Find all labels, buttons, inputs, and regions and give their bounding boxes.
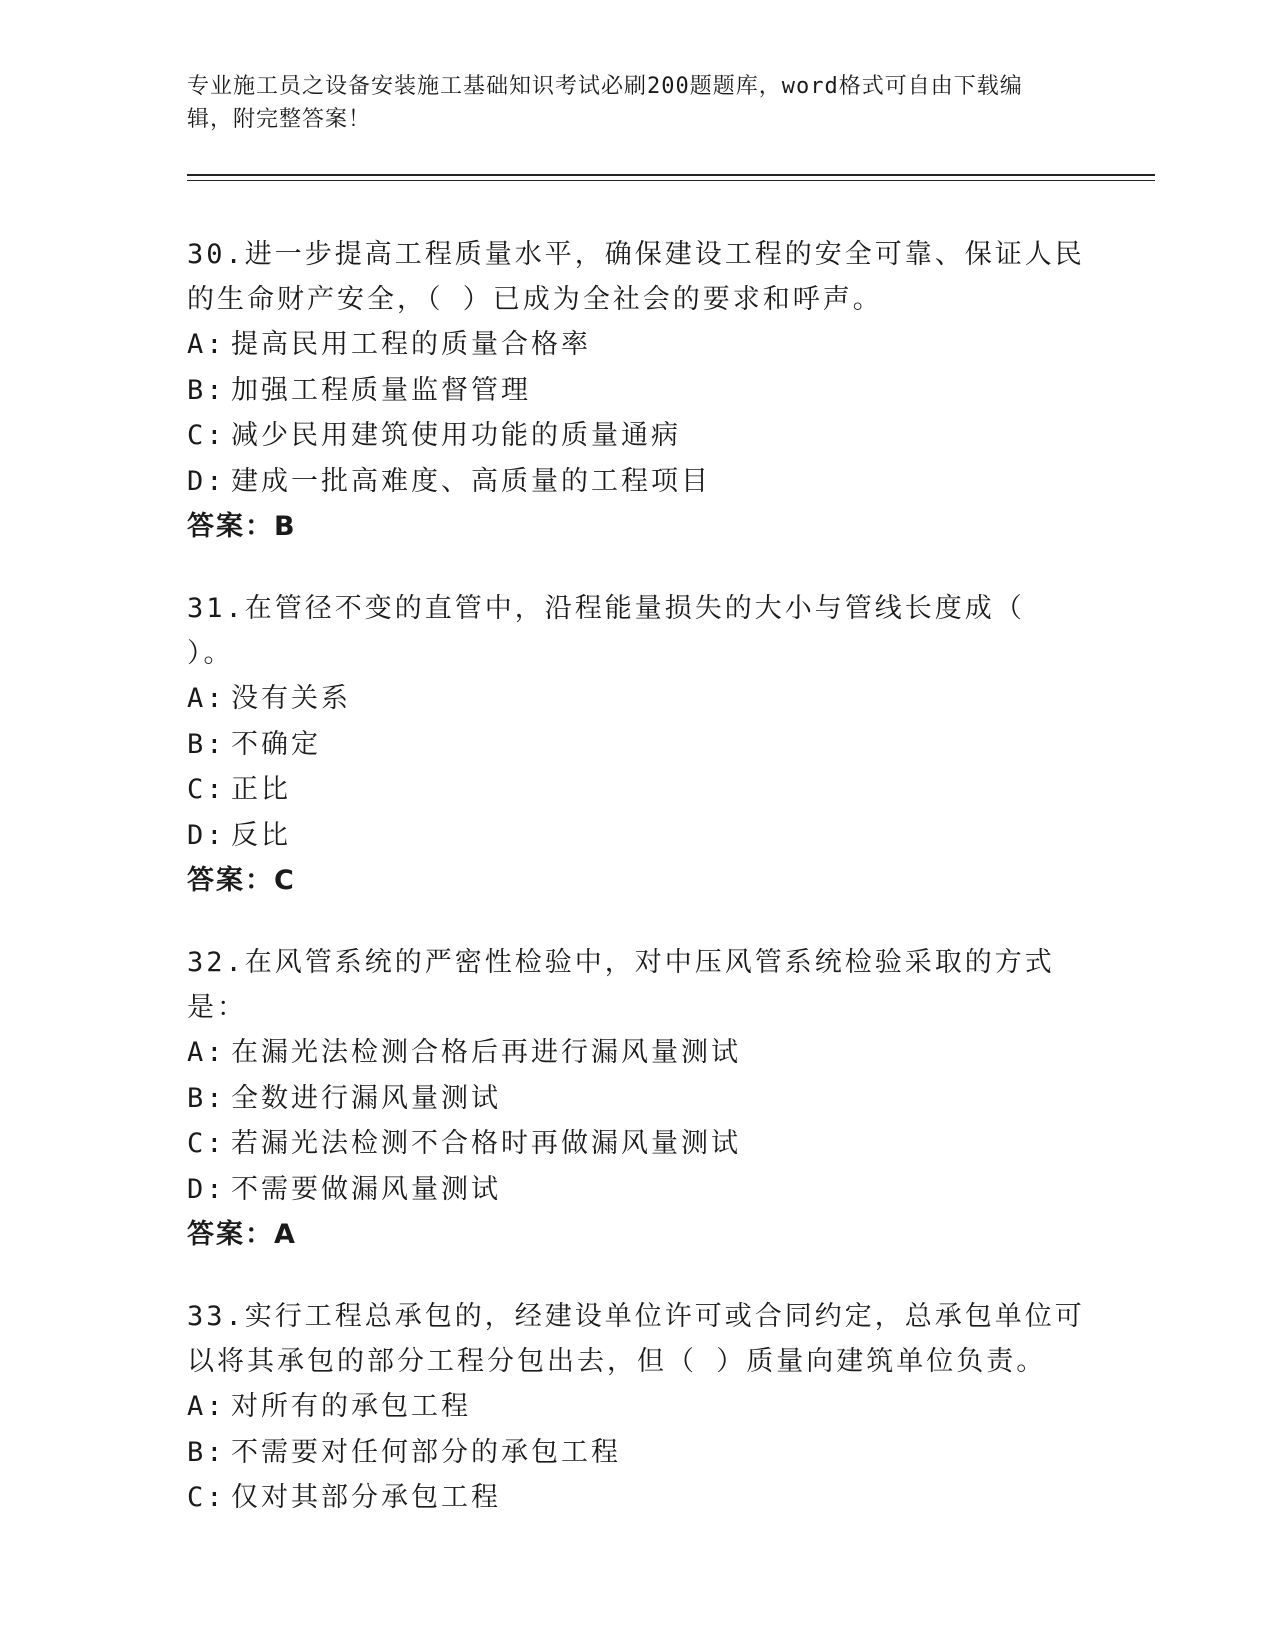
answer-line <box>187 1212 1087 1257</box>
option-a <box>187 1384 1087 1430</box>
option-text: 建成一批高难度、高质量的工程项目 <box>231 465 711 497</box>
option-a <box>187 1030 1087 1076</box>
option-key: D: <box>187 465 226 497</box>
option-text: 不确定 <box>231 728 321 760</box>
option-text: 正比 <box>231 774 291 805</box>
option-text: 不需要做漏风量测试 <box>231 1173 501 1205</box>
option-key: A: <box>187 1391 226 1422</box>
option-a <box>187 676 1087 722</box>
option-key: C: <box>187 1482 226 1513</box>
answer-line <box>187 504 1087 549</box>
option-key: D: <box>187 819 226 851</box>
answer-prefix: 答案： <box>187 865 274 896</box>
option-text: 若漏光法检测不合格时再做漏风量测试 <box>231 1128 741 1159</box>
option-text: 仅对其部分承包工程 <box>231 1482 501 1513</box>
option-key: D: <box>187 1173 226 1205</box>
option-text: 加强工程质量监督管理 <box>231 374 531 406</box>
option-key: A: <box>187 683 226 714</box>
option-text: 全数进行漏风量测试 <box>231 1082 501 1114</box>
question-32 <box>187 940 1087 1257</box>
question-stem: 30.进一步提高工程质量水平，确保建设工程的安全可靠、保证人民的生命财产安全，（ ）已成为全社会的要求和呼声。 <box>187 239 1085 315</box>
option-c <box>187 767 1087 813</box>
answer-value: A <box>274 1219 297 1250</box>
option-key: C: <box>187 774 226 805</box>
answer-value: C <box>274 865 296 896</box>
option-key: B: <box>187 1082 226 1114</box>
option-d <box>187 813 1087 859</box>
option-d <box>187 1167 1087 1213</box>
option-d <box>187 459 1087 505</box>
option-c <box>187 1121 1087 1167</box>
option-c <box>187 1475 1087 1521</box>
option-text: 反比 <box>231 819 291 851</box>
question-31 <box>187 586 1087 903</box>
option-key: C: <box>187 420 226 451</box>
option-key: B: <box>187 374 226 406</box>
document-header <box>187 70 1067 136</box>
option-b <box>187 722 1087 768</box>
option-text: 在漏光法检测合格后再进行漏风量测试 <box>231 1037 741 1068</box>
answer-line <box>187 858 1087 903</box>
question-stem: 33.实行工程总承包的，经建设单位许可或合同约定，总承包单位可以将其承包的部分工程分包出去，但（ ）质量向建筑单位负责。 <box>187 1301 1085 1377</box>
option-text: 提高民用工程的质量合格率 <box>231 329 591 360</box>
option-key: C: <box>187 1128 226 1159</box>
option-b <box>187 1076 1087 1122</box>
option-text: 不需要对任何部分的承包工程 <box>231 1436 621 1468</box>
option-b <box>187 1430 1087 1476</box>
question-stem: 32.在风管系统的严密性检验中，对中压风管系统检验采取的方式是： <box>187 947 1055 1023</box>
option-text: 对所有的承包工程 <box>231 1391 471 1422</box>
header-divider <box>187 174 1155 181</box>
option-b <box>187 368 1087 414</box>
option-c <box>187 413 1087 459</box>
question-30 <box>187 232 1087 549</box>
option-a <box>187 322 1087 368</box>
answer-value: B <box>274 511 297 542</box>
question-list <box>187 232 1087 1558</box>
option-text: 没有关系 <box>231 683 351 714</box>
option-key: B: <box>187 1436 226 1468</box>
header-title: 专业施工员之设备安装施工基础知识考试必刷200题题库，word格式可自由下载编辑，附完整答案！ <box>187 74 1023 132</box>
option-text: 减少民用建筑使用功能的质量通病 <box>231 420 681 451</box>
answer-prefix: 答案： <box>187 511 274 542</box>
question-stem: 31.在管径不变的直管中，沿程能量损失的大小与管线长度成（ ）。 <box>187 593 1025 669</box>
option-key: B: <box>187 728 226 760</box>
answer-prefix: 答案： <box>187 1219 274 1250</box>
option-key: A: <box>187 1037 226 1068</box>
question-33 <box>187 1294 1087 1521</box>
option-key: A: <box>187 329 226 360</box>
